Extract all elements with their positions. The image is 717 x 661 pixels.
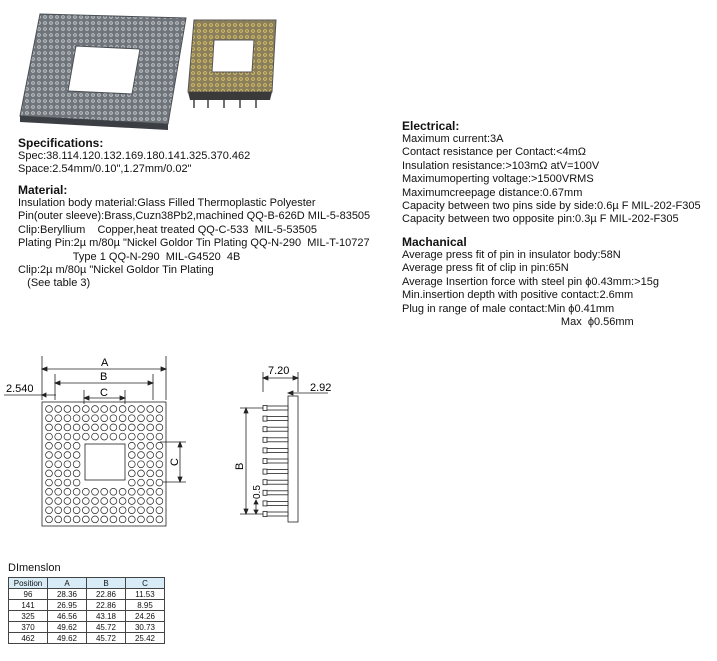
column-header-a: A	[48, 578, 87, 589]
pin-hole	[138, 498, 145, 505]
large-socket-photo	[18, 8, 188, 132]
pin-hole	[101, 498, 108, 505]
pin-hole	[64, 461, 71, 468]
pin-hole	[156, 470, 163, 477]
mechanical-line: Plug in range of male contact:Min ϕ0.41mm	[402, 302, 615, 315]
pin-hole	[73, 415, 80, 422]
table-row	[9, 622, 165, 633]
pin-hole	[110, 488, 117, 495]
pin-hole	[55, 498, 62, 505]
electrical-section	[402, 119, 701, 227]
pin-hole	[110, 516, 117, 523]
pin-hole	[73, 442, 80, 449]
pin-hole	[73, 406, 80, 413]
pin-hole	[119, 516, 126, 523]
table-cell: 141	[9, 600, 48, 611]
pin-hole	[73, 461, 80, 468]
pin-hole	[73, 470, 80, 477]
pin-hole	[82, 406, 89, 413]
table-cell: 22.86	[87, 600, 126, 611]
pin-hole	[147, 461, 154, 468]
pin-hole	[101, 488, 108, 495]
specifications-heading: Specifications:	[18, 136, 104, 150]
pin-hole	[55, 461, 62, 468]
pin-hole	[119, 406, 126, 413]
pin-hole	[55, 516, 62, 523]
pin-hole	[110, 507, 117, 514]
pin-hole	[128, 424, 135, 431]
side-pitch-label: 0.5	[252, 485, 263, 499]
pin-hole	[147, 507, 154, 514]
pin-hole	[73, 433, 80, 440]
pin-hole	[138, 488, 145, 495]
side-pin-tip	[263, 501, 267, 506]
material-line: (See table 3)	[18, 277, 91, 290]
table-cell: 325	[9, 611, 48, 622]
pin-hole	[92, 498, 99, 505]
side-pin-tip	[263, 480, 267, 485]
side-pin	[266, 417, 288, 421]
dim-side-label-c: C	[169, 458, 181, 466]
pin-hole	[128, 516, 135, 523]
pin-hole	[128, 488, 135, 495]
pin-hole	[64, 415, 71, 422]
pin-hole-grid	[46, 406, 163, 523]
electrical-line: Insulation resistance:>103mΩ atV=100V	[402, 159, 600, 172]
table-row	[9, 589, 165, 600]
side-pin	[266, 470, 288, 474]
pin-hole	[64, 424, 71, 431]
electrical-line: Capacity between two opposite pin:0.3µ F MIL-202-F305	[402, 213, 679, 226]
pin-hole	[147, 488, 154, 495]
mechanical-line: Max ϕ0.56mm	[402, 316, 634, 329]
pin-hole	[147, 470, 154, 477]
table-cell: 30.73	[126, 622, 165, 633]
electrical-line: Maximum current:3A	[402, 133, 504, 145]
pin-hole	[101, 424, 108, 431]
pin-hole	[55, 442, 62, 449]
electrical-line: Contact resistance per Contact:<4mΩ	[402, 146, 587, 159]
side-pin-label: 2.92	[310, 382, 332, 394]
pin-hole	[73, 488, 80, 495]
pin-hole	[138, 507, 145, 514]
mechanical-section	[402, 235, 659, 329]
side-pin	[266, 427, 288, 431]
pin-hole	[119, 488, 126, 495]
pin-hole	[73, 424, 80, 431]
dim-label-a: A	[101, 357, 109, 369]
pin-hole	[119, 415, 126, 422]
pin-hole	[46, 488, 53, 495]
table-cell: 24.26	[126, 611, 165, 622]
pin-hole	[64, 406, 71, 413]
material-line: Clip:2µ m/80µ "Nickel Goldor Tin Plating	[18, 264, 214, 277]
pin-hole	[156, 433, 163, 440]
pin-hole	[46, 470, 53, 477]
pin-hole	[156, 479, 163, 486]
column-header-c: C	[126, 578, 165, 589]
side-pin	[266, 459, 288, 463]
pin-hole	[64, 452, 71, 459]
side-pins	[263, 406, 288, 517]
pin-hole	[128, 479, 135, 486]
pin-hole	[156, 415, 163, 422]
side-pin	[266, 512, 288, 516]
pin-hole	[64, 516, 71, 523]
dimension-table	[8, 577, 165, 644]
pin-hole	[55, 470, 62, 477]
pin-hole	[128, 461, 135, 468]
material-line: Plating Pin:2µ m/80µ "Nickel Goldor Tin Plating QQ-N-290 MIL-T-10727	[18, 237, 370, 250]
pin-hole	[46, 424, 53, 431]
pin-hole	[73, 507, 80, 514]
pin-hole	[101, 516, 108, 523]
pin-hole	[55, 424, 62, 431]
material-line: Insulation body material:Glass Filled Thermoplastic Polyester	[18, 197, 316, 209]
side-pin	[266, 491, 288, 495]
pin-hole	[147, 452, 154, 459]
pin-hole	[156, 498, 163, 505]
pin-hole	[55, 406, 62, 413]
pin-hole	[92, 406, 99, 413]
side-pin-tip	[263, 459, 267, 464]
side-view-drawing	[226, 362, 336, 532]
pin-hole	[147, 442, 154, 449]
pin-hole	[46, 507, 53, 514]
pin-hole	[138, 406, 145, 413]
pin-hole	[82, 424, 89, 431]
table-cell: 46.56	[48, 611, 87, 622]
mechanical-line: Average press fit of clip in pin:65N	[402, 262, 569, 275]
pin-hole	[101, 406, 108, 413]
pin-hole	[119, 433, 126, 440]
table-cell: 45.72	[87, 622, 126, 633]
pin-hole	[55, 507, 62, 514]
pin-hole	[138, 516, 145, 523]
pin-hole	[147, 433, 154, 440]
table-cell: 26.95	[48, 600, 87, 611]
pin-hole	[156, 406, 163, 413]
pin-hole	[92, 415, 99, 422]
pin-hole	[128, 507, 135, 514]
pin-hole	[64, 498, 71, 505]
pin-hole	[138, 442, 145, 449]
table-row	[9, 611, 165, 622]
pin-hole	[73, 516, 80, 523]
table-cell: 370	[9, 622, 48, 633]
dim-label-c: C	[100, 387, 108, 399]
pin-hole	[110, 498, 117, 505]
pin-hole	[110, 424, 117, 431]
pin-hole	[138, 433, 145, 440]
pin-hole	[46, 415, 53, 422]
pin-hole	[138, 452, 145, 459]
pin-hole	[55, 488, 62, 495]
pin-hole	[46, 442, 53, 449]
pin-hole	[147, 424, 154, 431]
pin-hole	[82, 498, 89, 505]
pin-hole	[156, 461, 163, 468]
pin-hole	[46, 516, 53, 523]
pin-hole	[64, 488, 71, 495]
pin-hole	[147, 498, 154, 505]
side-pin-tip	[263, 448, 267, 453]
pin-hole	[128, 415, 135, 422]
table-cell: 96	[9, 589, 48, 600]
pin-hole	[46, 452, 53, 459]
material-line: Pin(outer sleeve):Brass,Cuzn38Pb2,machined QQ-B-626D MIL-5-83505	[18, 210, 371, 223]
pin-hole	[92, 507, 99, 514]
pin-hole	[110, 406, 117, 413]
table-cell: 28.36	[48, 589, 87, 600]
pin-hole	[156, 488, 163, 495]
table-cell: 43.18	[87, 611, 126, 622]
side-pin-tip	[263, 490, 267, 495]
pin-hole	[46, 406, 53, 413]
space-line: Space:2.54mm/0.10",1.27mm/0.02"	[18, 163, 192, 176]
side-pin-tip	[263, 416, 267, 421]
mechanical-line: Average press fit of pin in insulator body:58N	[402, 249, 621, 261]
pin-hole	[110, 433, 117, 440]
table-cell: 49.62	[48, 622, 87, 633]
side-pin-tip	[263, 406, 267, 411]
material-line: Type 1 QQ-N-290 MIL-G4520 4B	[18, 250, 241, 263]
pin-hole	[119, 424, 126, 431]
pin-hole	[92, 433, 99, 440]
pin-hole	[128, 498, 135, 505]
pin-hole	[73, 452, 80, 459]
table-row	[9, 600, 165, 611]
dimension-title: DImenslon	[8, 562, 61, 574]
pin-hole	[128, 452, 135, 459]
material-heading: Material:	[18, 183, 68, 197]
pin-hole	[138, 479, 145, 486]
pin-hole	[147, 406, 154, 413]
pin-hole	[73, 479, 80, 486]
dim-offset-label: 2.540	[6, 383, 34, 395]
pin-hole	[156, 452, 163, 459]
pin-hole	[128, 406, 135, 413]
table-cell: 22.86	[87, 589, 126, 600]
pin-hole	[46, 433, 53, 440]
table-cell: 45.72	[87, 633, 126, 644]
pin-hole	[110, 415, 117, 422]
mechanical-line: Min.insertion depth with positive contact:2.6mm	[402, 289, 634, 302]
table-cell: 25.42	[126, 633, 165, 644]
pin-hole	[92, 488, 99, 495]
side-pin	[266, 448, 288, 452]
side-pin-tip	[263, 512, 267, 517]
small-socket-photo	[184, 16, 280, 108]
pin-hole	[138, 461, 145, 468]
pin-hole	[156, 516, 163, 523]
pin-hole	[64, 442, 71, 449]
side-pin	[266, 501, 288, 505]
pin-hole	[147, 516, 154, 523]
mechanical-line: Average Insertion force with steel pin ϕ0.43mm:>15g	[402, 275, 659, 288]
pin-hole	[147, 415, 154, 422]
pin-hole	[119, 507, 126, 514]
pin-hole	[82, 415, 89, 422]
pin-hole	[64, 433, 71, 440]
column-header-b: B	[87, 578, 126, 589]
pin-hole	[138, 415, 145, 422]
pin-hole	[46, 498, 53, 505]
pin-hole	[156, 424, 163, 431]
side-pin-tip	[263, 437, 267, 442]
pin-hole	[156, 507, 163, 514]
mechanical-heading: Machanical	[402, 235, 467, 249]
pin-hole	[73, 498, 80, 505]
pin-hole	[156, 442, 163, 449]
side-pin	[266, 406, 288, 410]
table-cell: 49.62	[48, 633, 87, 644]
pin-hole	[64, 507, 71, 514]
pin-hole	[128, 470, 135, 477]
spec-line: Spec:38.114.120.132.169.180.141.325.370.462	[18, 150, 251, 162]
table-row	[9, 633, 165, 644]
pin-hole	[128, 442, 135, 449]
top-view-drawing	[0, 352, 200, 532]
pin-hole	[101, 415, 108, 422]
table-header-row	[9, 578, 165, 589]
side-label-b: B	[234, 462, 246, 470]
dim-label-b: B	[100, 371, 108, 383]
electrical-line: Maximumoperting voltage:>1500VRMS	[402, 173, 594, 186]
pin-hole	[82, 516, 89, 523]
pin-hole	[55, 452, 62, 459]
pin-hole	[92, 424, 99, 431]
pin-hole	[82, 433, 89, 440]
pin-hole	[55, 415, 62, 422]
column-header-position: Position	[9, 578, 48, 589]
pin-hole	[138, 424, 145, 431]
pin-hole	[64, 479, 71, 486]
pin-hole	[128, 433, 135, 440]
table-cell: 462	[9, 633, 48, 644]
pin-hole	[101, 507, 108, 514]
pin-hole	[46, 479, 53, 486]
material-section	[18, 183, 370, 291]
pin-hole	[119, 498, 126, 505]
side-pin	[266, 480, 288, 484]
electrical-heading: Electrical:	[402, 119, 460, 133]
electrical-line: Capacity between two pins side by side:0.6µ F MIL-202-F305	[402, 200, 701, 213]
pin-hole	[92, 516, 99, 523]
pin-hole	[82, 507, 89, 514]
side-pin-tip	[263, 427, 267, 432]
side-pin	[266, 438, 288, 442]
pin-hole	[64, 470, 71, 477]
pin-hole	[55, 433, 62, 440]
side-pin-tip	[263, 469, 267, 474]
table-cell: 8.95	[126, 600, 165, 611]
electrical-line: Maximumcreepage distance:0.67mm	[402, 186, 583, 199]
pin-hole	[101, 433, 108, 440]
side-width-label: 7.20	[268, 365, 290, 377]
specifications-section	[18, 136, 250, 177]
pin-hole	[46, 461, 53, 468]
pin-hole	[147, 479, 154, 486]
table-cell: 11.53	[126, 589, 165, 600]
material-line: Clip:Beryllium Copper,heat treated QQ-C-533 MIL-5-53505	[18, 223, 317, 236]
pin-hole	[55, 479, 62, 486]
pin-hole	[138, 470, 145, 477]
pin-hole	[82, 488, 89, 495]
